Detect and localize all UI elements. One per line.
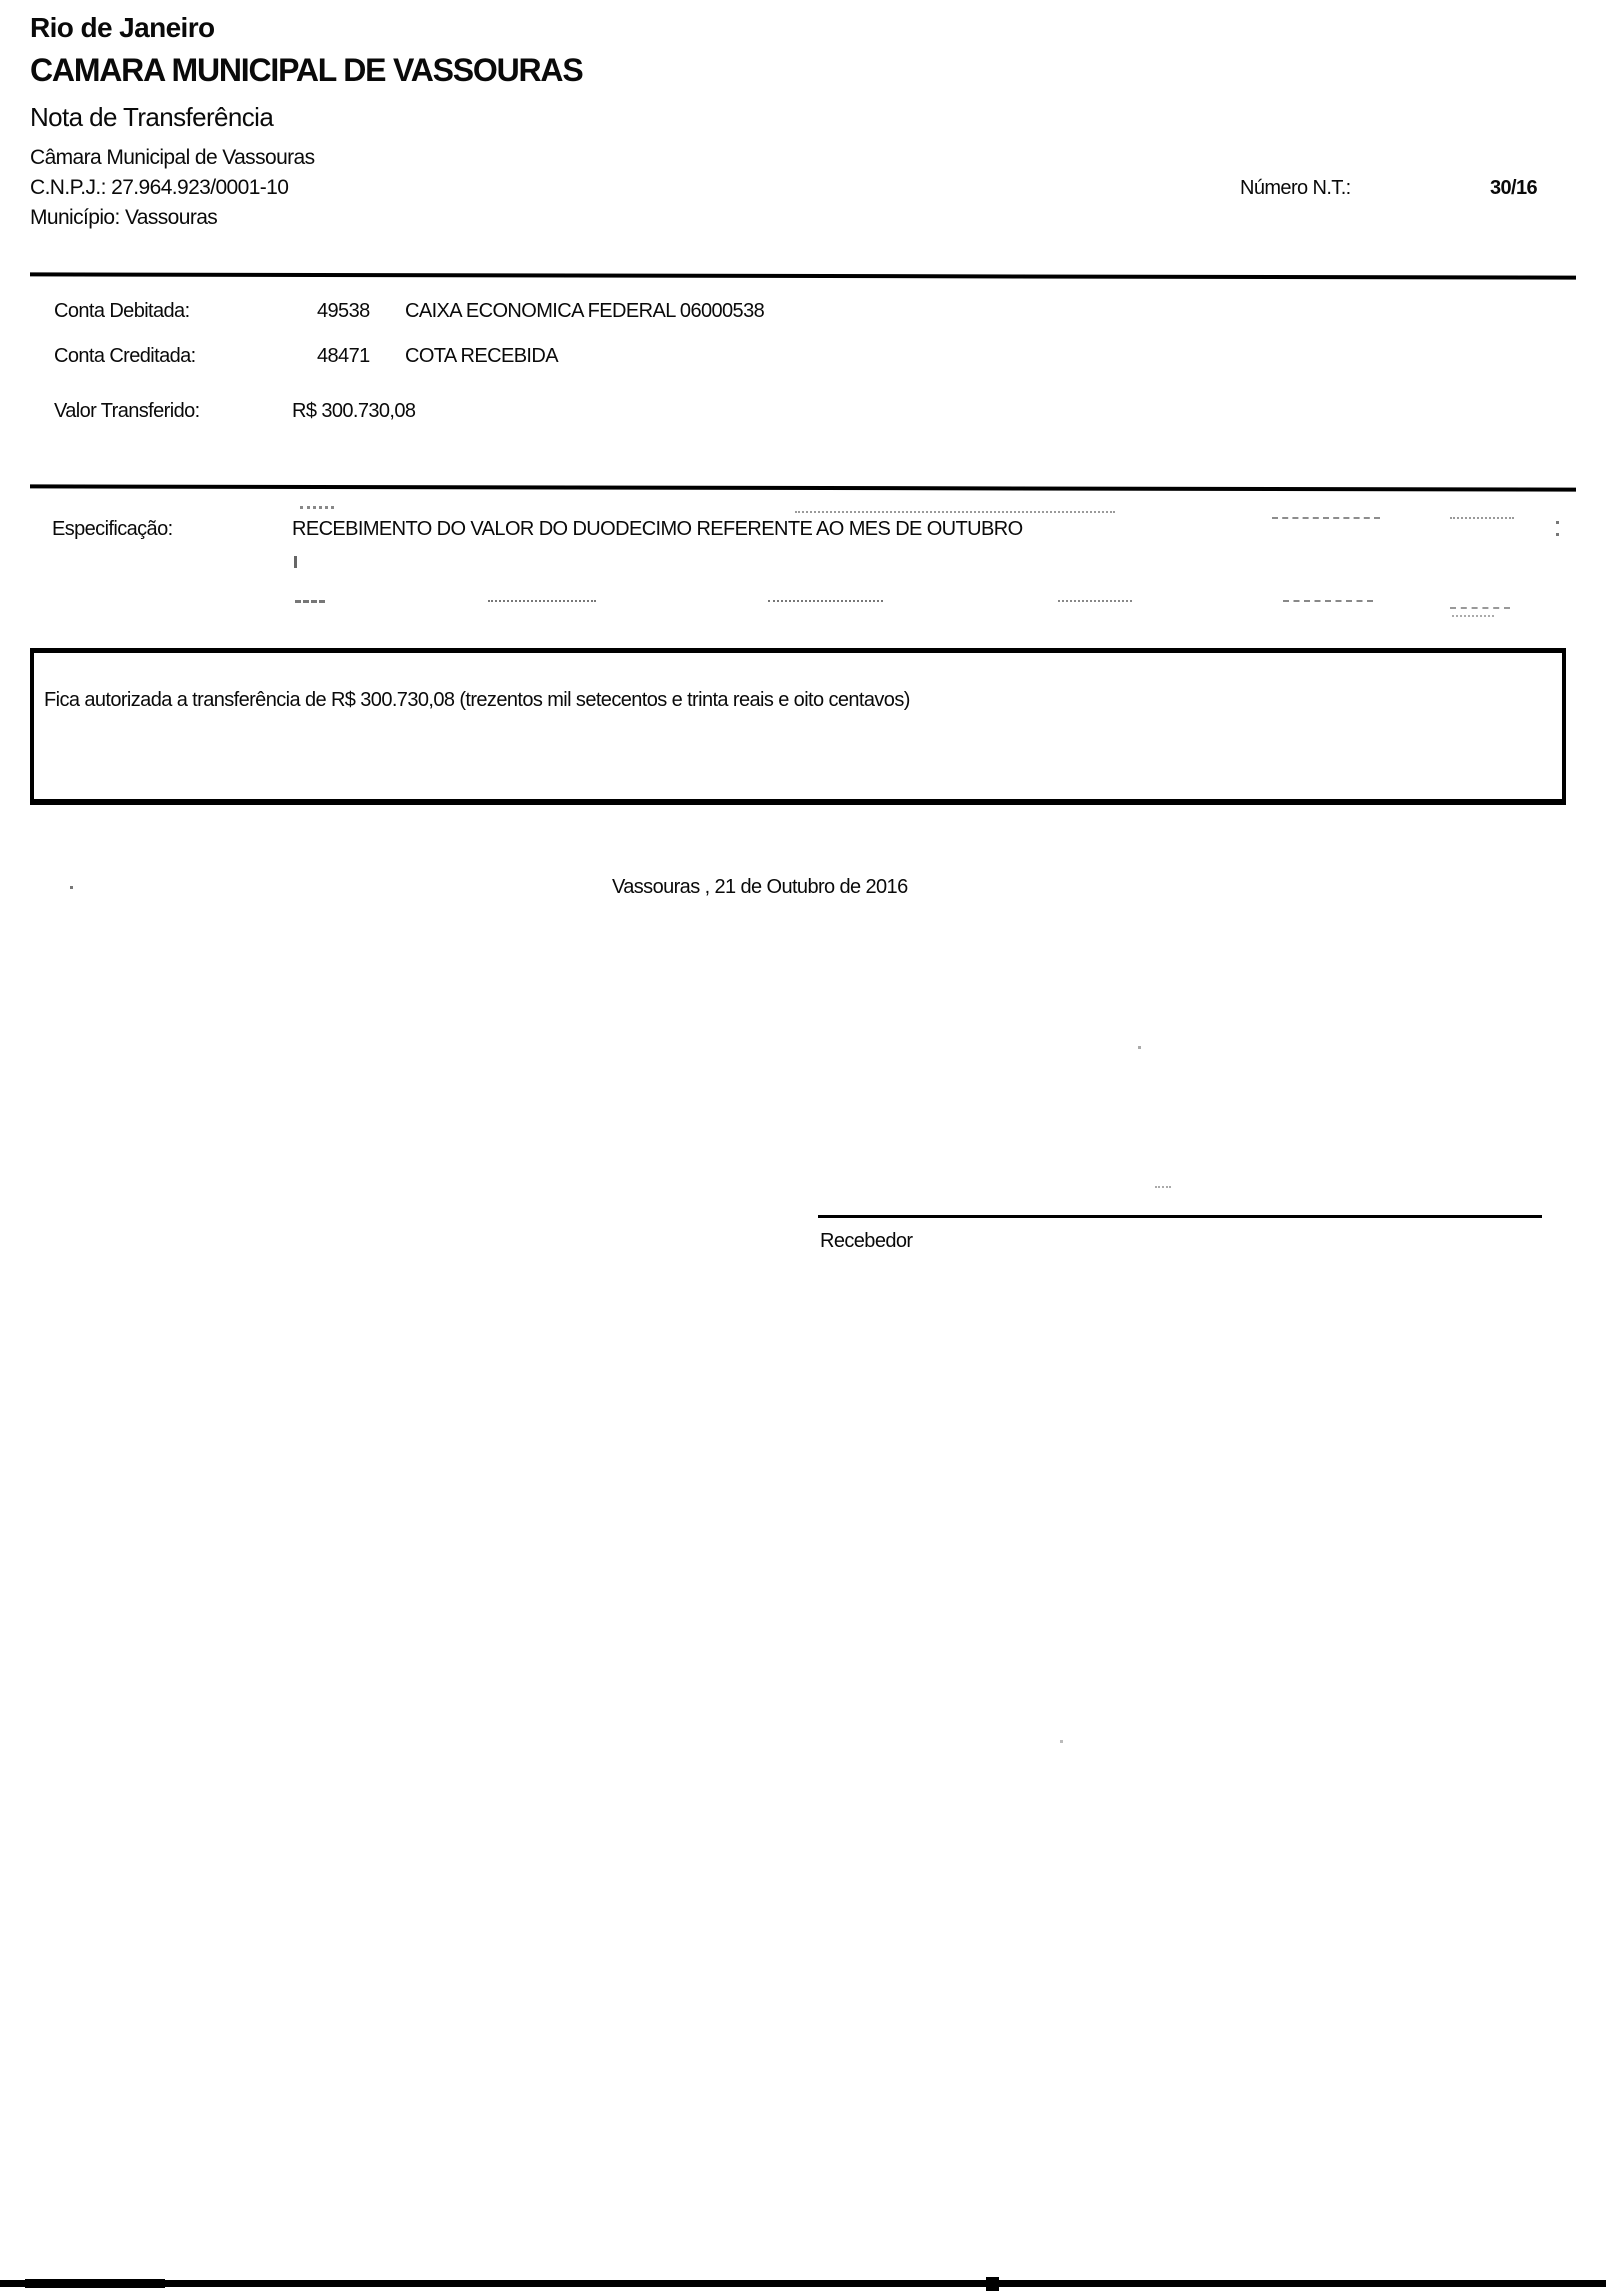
scan-artifact-dots (300, 506, 334, 509)
scan-artifact-dashes (1450, 607, 1510, 609)
organization-name: CAMARA MUNICIPAL DE VASSOURAS (30, 52, 583, 88)
scan-artifact-dashes (1283, 600, 1373, 602)
divider-middle (30, 484, 1576, 491)
scan-artifact-dashes (1272, 517, 1380, 519)
scan-artifact-speck (1060, 1740, 1063, 1743)
conta-debitada-label: Conta Debitada: (54, 300, 190, 322)
scan-artifact-overline (795, 511, 1115, 513)
municipality-line: Município: Vassouras (30, 206, 218, 229)
conta-debitada-description: CAIXA ECONOMICA FEDERAL 06000538 (405, 300, 765, 322)
nt-number-value: 30/16 (1490, 177, 1538, 199)
scan-artifact-dashes (1058, 600, 1132, 602)
especificacao-value: RECEBIMENTO DO VALOR DO DUODECIMO REFERENTE AO MES DE OUTUBRO (292, 518, 1023, 540)
scan-artifact-dashes (295, 600, 325, 603)
valor-transferido-value: R$ 300.730,08 (292, 400, 416, 422)
state-name: Rio de Janeiro (30, 12, 215, 43)
scan-artifact-dashes (488, 600, 596, 602)
signature-line (818, 1215, 1542, 1218)
bottom-scan-bar (0, 2280, 1606, 2287)
entity-name: Câmara Municipal de Vassouras (30, 146, 315, 169)
divider-top (30, 272, 1576, 279)
bottom-scan-notch (986, 2277, 999, 2291)
authorization-box (30, 648, 1566, 805)
scan-artifact-tick (294, 556, 297, 568)
especificacao-label: Especificação: (52, 518, 173, 540)
scan-artifact-dots (1155, 1186, 1171, 1188)
scan-artifact-dashes (768, 600, 883, 602)
scan-artifact-speck (1556, 533, 1559, 536)
scan-artifact-speck (1556, 521, 1559, 524)
signature-label: Recebedor (820, 1230, 913, 1252)
scan-artifact-speck (1138, 1046, 1141, 1049)
date-line: Vassouras , 21 de Outubro de 2016 (612, 876, 908, 898)
conta-creditada-code: 48471 (317, 345, 370, 367)
conta-creditada-label: Conta Creditada: (54, 345, 196, 367)
scan-artifact-speck (70, 886, 73, 889)
nt-number-label: Número N.T.: (1240, 177, 1351, 199)
scan-artifact-dashes (1452, 615, 1494, 617)
conta-creditada-description: COTA RECEBIDA (405, 345, 558, 367)
valor-transferido-label: Valor Transferido: (54, 400, 200, 422)
bottom-scan-blotch (25, 2279, 165, 2288)
document-type-title: Nota de Transferência (30, 102, 274, 132)
authorization-text: Fica autorizada a transferência de R$ 300.730,08 (trezentos mil setecentos e trinta reais e oito centavos) (44, 689, 910, 711)
cnpj-line: C.N.P.J.: 27.964.923/0001-10 (30, 176, 289, 199)
scan-artifact-dashes (1450, 517, 1514, 519)
conta-debitada-code: 49538 (317, 300, 370, 322)
